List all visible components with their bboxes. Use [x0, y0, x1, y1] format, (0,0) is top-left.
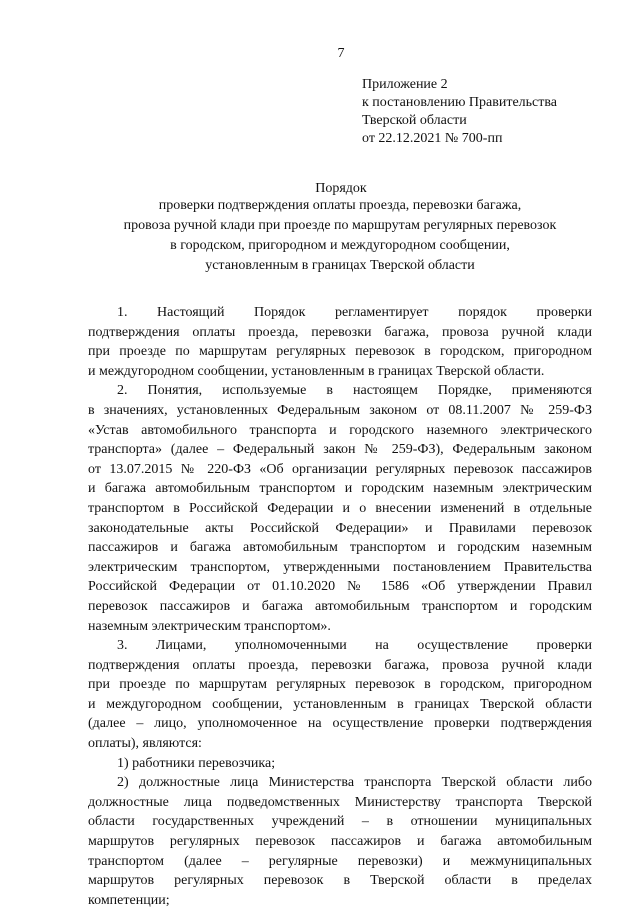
- paragraph-line: и междугородном сообщении, установленным в границах Тверской области.: [88, 363, 545, 379]
- paragraph-line: (далее – лицо, уполномоченное на осуществление проверки подтверждения: [88, 716, 592, 732]
- paragraph-line: маршрутов регулярных перевозок в Тверской области в пределах: [88, 873, 592, 889]
- paragraph-line: 1) работники перевозчика;: [117, 755, 276, 771]
- subtitle-line: проверки подтверждения оплаты проезда, перевозки багажа,: [158, 198, 522, 213]
- subtitle-line: провоза ручной клади при проезде по маршрутам регулярных перевозок: [123, 218, 557, 233]
- paragraph-line: области государственных учреждений – в отношении муниципальных: [88, 814, 592, 830]
- paragraph-line: подтверждения оплаты проезда, перевозки багажа, провоза ручной клади: [88, 324, 592, 340]
- appendix-line: от 22.12.2021 № 700-пп: [362, 131, 503, 146]
- paragraph-line: транспортом (далее – регулярные перевозки) и межмуниципальных: [88, 853, 592, 869]
- paragraph: [88, 381, 592, 636]
- paragraph-line: «Устав автомобильного транспорта и городского наземного электрического: [88, 422, 592, 438]
- paragraph-line: и междугородном сообщении, установленным в границах Тверской области: [88, 696, 592, 712]
- paragraph-line: и багажа автомобильным транспортом и городским наземным электрическим: [88, 481, 592, 497]
- document-subtitle: [60, 196, 620, 276]
- paragraph: [88, 303, 592, 381]
- paragraph-line: маршрутов регулярных перевозок пассажиров и багажа автомобильным: [88, 834, 592, 850]
- paragraph-line: Российской Федерации от 01.10.2020 № 1586 «Об утверждении Правил: [88, 579, 592, 595]
- subtitle-line: установленным в границах Тверской области: [205, 258, 475, 273]
- paragraph-line: от 13.07.2015 № 220-ФЗ «Об организации регулярных перевозок пассажиров: [88, 461, 592, 477]
- paragraph-line: должностные лица подведомственных Министерству транспорта Тверской: [88, 794, 592, 810]
- paragraph-line: 2. Понятия, используемые в настоящем Порядке, применяются: [117, 383, 592, 399]
- paragraph-line: транспортом в Российской Федерации и о внесении изменений в отдельные: [88, 500, 592, 516]
- paragraph-line: транспорта» (далее – Федеральный закон № 259-ФЗ), Федеральным законом: [88, 442, 592, 458]
- paragraph-line: 3. Лицами, уполномоченными на осуществление проверки: [117, 638, 592, 654]
- paragraph-line: компетенции;: [88, 892, 170, 908]
- paragraph-line: при проезде по маршрутам регулярных перевозок в городском, пригородном: [88, 677, 592, 693]
- subtitle-line: в городском, пригородном и междугородном сообщении,: [170, 238, 510, 253]
- document-title: Порядок: [315, 181, 367, 196]
- appendix-line: Тверской области: [362, 113, 467, 128]
- paragraph: [88, 773, 592, 910]
- paragraph-line: 1. Настоящий Порядок регламентирует порядок проверки: [117, 305, 592, 320]
- appendix-line: Приложение 2: [362, 77, 448, 92]
- paragraph-line: законодательные акты Российской Федерации» и Правилами перевозок: [88, 520, 592, 536]
- paragraph-line: оплаты), являются:: [88, 736, 202, 752]
- paragraph-line: 2) должностные лица Министерства транспорта Тверской области либо: [117, 775, 592, 791]
- paragraph-line: при проезде по маршрутам регулярных перевозок в городском, пригородном: [88, 344, 592, 360]
- paragraph-line: перевозок пассажиров и багажа автомобильным транспортом и городским: [88, 598, 592, 614]
- paragraph-line: пассажиров и багажа автомобильным транспортом и городским наземным: [88, 540, 592, 556]
- appendix-line: к постановлению Правительства: [362, 95, 558, 110]
- paragraph-line: в значениях, установленных Федеральным законом от 08.11.2007 № 259-ФЗ: [88, 402, 592, 418]
- paragraph-line: наземным электрическим транспортом».: [88, 618, 331, 634]
- body-text: [88, 303, 592, 910]
- paragraph: [88, 754, 592, 774]
- appendix-block: [362, 76, 622, 148]
- page-number: 7: [337, 46, 345, 61]
- paragraph: [88, 636, 592, 754]
- paragraph-line: подтверждения оплаты проезда, перевозки багажа, провоза ручной клади: [88, 657, 592, 673]
- paragraph-line: электрическим транспортом, утвержденными постановлением Правительства: [88, 559, 592, 575]
